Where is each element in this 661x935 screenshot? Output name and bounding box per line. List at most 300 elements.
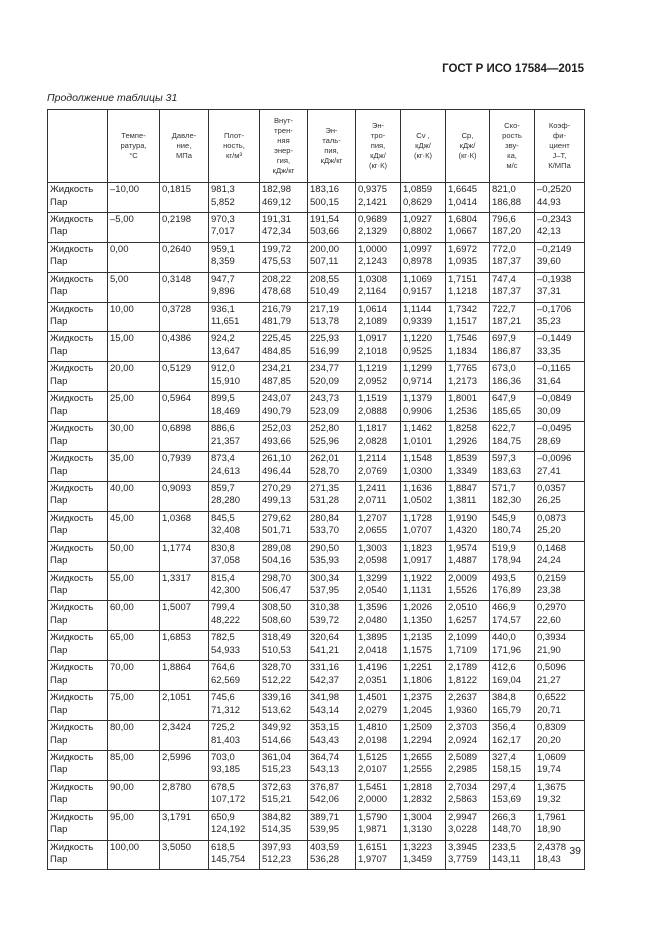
vapor-label: Пар bbox=[50, 525, 68, 537]
vapor-value: 176,89 bbox=[492, 585, 522, 597]
cell-cv bbox=[401, 392, 446, 422]
cell-h bbox=[308, 601, 356, 631]
cell-p bbox=[160, 721, 209, 751]
cell-u bbox=[260, 452, 308, 482]
cell-p bbox=[160, 302, 209, 332]
cell-u bbox=[260, 392, 308, 422]
vapor-value: 510,49 bbox=[310, 286, 340, 298]
vapor-value: 171,96 bbox=[492, 644, 522, 656]
liquid-value: 697,9 bbox=[492, 333, 516, 345]
vapor-value: 1,0414 bbox=[448, 196, 478, 208]
liquid-value: 298,70 bbox=[262, 572, 292, 584]
value: 0,2640 bbox=[162, 243, 192, 255]
cell-rho bbox=[209, 601, 260, 631]
phase-cell bbox=[48, 511, 108, 541]
vapor-value: 5,852 bbox=[211, 196, 235, 208]
cell-u bbox=[260, 183, 308, 213]
vapor-label: Пар bbox=[50, 495, 68, 507]
value: 0,5964 bbox=[162, 393, 192, 405]
cell-h bbox=[308, 272, 356, 302]
liquid-value: 845,5 bbox=[211, 512, 235, 524]
vapor-value: 543,43 bbox=[310, 734, 340, 746]
vapor-label: Пар bbox=[50, 435, 68, 447]
cell-h bbox=[308, 691, 356, 721]
vapor-value: 0,9339 bbox=[403, 316, 433, 328]
vapor-value: 469,12 bbox=[262, 196, 292, 208]
value: 0,3728 bbox=[162, 303, 192, 315]
liquid-value: 3,3945 bbox=[448, 841, 478, 853]
vapor-value: 186,36 bbox=[492, 375, 522, 387]
vapor-label: Пар bbox=[50, 375, 68, 387]
cell-jt bbox=[535, 362, 585, 392]
liquid-value: 1,0609 bbox=[537, 751, 567, 763]
vapor-value: 26,25 bbox=[537, 495, 561, 507]
liquid-value: 1,9190 bbox=[448, 512, 478, 524]
table-row bbox=[48, 422, 585, 452]
cell-s bbox=[356, 242, 401, 272]
header-line: ка, bbox=[507, 151, 517, 160]
liquid-label: Жидкость bbox=[50, 213, 94, 225]
cell-rho bbox=[209, 272, 260, 302]
cell-s bbox=[356, 332, 401, 362]
cell-cv bbox=[401, 691, 446, 721]
value: 70,00 bbox=[110, 662, 134, 674]
liquid-value: 341,98 bbox=[310, 692, 340, 704]
liquid-value: 270,29 bbox=[262, 482, 292, 494]
vapor-value: 21,27 bbox=[537, 674, 561, 686]
cell-rho bbox=[209, 810, 260, 840]
cell-cp bbox=[446, 302, 490, 332]
vapor-value: 1,1218 bbox=[448, 286, 478, 298]
vapor-value: 0,8802 bbox=[403, 226, 433, 238]
liquid-value: 947,7 bbox=[211, 273, 235, 285]
liquid-value: 2,1099 bbox=[448, 632, 478, 644]
cell-h bbox=[308, 183, 356, 213]
cell-cv bbox=[401, 422, 446, 452]
vapor-value: 512,22 bbox=[262, 674, 292, 686]
cell-p bbox=[160, 332, 209, 362]
phase-cell bbox=[48, 810, 108, 840]
cell-cp bbox=[446, 631, 490, 661]
header-line: Коэф- bbox=[548, 121, 571, 130]
cell-rho bbox=[209, 631, 260, 661]
vapor-value: 148,70 bbox=[492, 824, 522, 836]
liquid-value: 353,15 bbox=[310, 722, 340, 734]
vapor-value: 0,8629 bbox=[403, 196, 433, 208]
vapor-value: 165,79 bbox=[492, 704, 522, 716]
liquid-value: 384,8 bbox=[492, 692, 516, 704]
liquid-value: 225,93 bbox=[310, 333, 340, 345]
liquid-value: 243,73 bbox=[310, 393, 340, 405]
cell-u bbox=[260, 571, 308, 601]
liquid-value: 1,3003 bbox=[358, 542, 388, 554]
cell-cp bbox=[446, 452, 490, 482]
vapor-value: 543,13 bbox=[310, 764, 340, 776]
vapor-label: Пар bbox=[50, 465, 68, 477]
col-internal-energy-header bbox=[260, 110, 308, 183]
phase-cell bbox=[48, 571, 108, 601]
liquid-label: Жидкость bbox=[50, 512, 94, 524]
vapor-value: 542,37 bbox=[310, 674, 340, 686]
cell-jt bbox=[535, 810, 585, 840]
header-line: кДж/кг bbox=[272, 166, 295, 175]
vapor-value: 93,185 bbox=[211, 764, 241, 776]
liquid-value: 1,1817 bbox=[358, 423, 388, 435]
value: 100,00 bbox=[110, 841, 140, 853]
liquid-value: 1,2026 bbox=[403, 602, 433, 614]
liquid-value: 271,35 bbox=[310, 482, 340, 494]
liquid-value: 2,5089 bbox=[448, 751, 478, 763]
cell-p bbox=[160, 183, 209, 213]
vapor-value: 44,93 bbox=[537, 196, 561, 208]
vapor-label: Пар bbox=[50, 345, 68, 357]
liquid-value: 959,1 bbox=[211, 243, 235, 255]
vapor-value: 3,7759 bbox=[448, 854, 478, 866]
vapor-value: 15,910 bbox=[211, 375, 241, 387]
vapor-value: 153,69 bbox=[492, 794, 522, 806]
vapor-value: 2,5863 bbox=[448, 794, 478, 806]
header-line: J–T, bbox=[552, 151, 567, 160]
cell-rho bbox=[209, 541, 260, 571]
vapor-value: 2,0828 bbox=[358, 435, 388, 447]
vapor-label: Пар bbox=[50, 674, 68, 686]
liquid-value: 1,1823 bbox=[403, 542, 433, 554]
liquid-label: Жидкость bbox=[50, 632, 94, 644]
liquid-value: 0,3934 bbox=[537, 632, 567, 644]
vapor-value: 0,8978 bbox=[403, 256, 433, 268]
cell-h bbox=[308, 840, 356, 870]
cell-h bbox=[308, 750, 356, 780]
vapor-value: 2,0351 bbox=[358, 674, 388, 686]
table-row bbox=[48, 571, 585, 601]
vapor-value: 35,23 bbox=[537, 316, 561, 328]
header-line: К/МПа bbox=[548, 161, 571, 170]
table-row bbox=[48, 272, 585, 302]
liquid-value: 815,4 bbox=[211, 572, 235, 584]
liquid-value: 0,2159 bbox=[537, 572, 567, 584]
liquid-value: 1,1220 bbox=[403, 333, 433, 345]
vapor-value: 54,933 bbox=[211, 644, 241, 656]
value: 55,00 bbox=[110, 572, 134, 584]
value: 15,00 bbox=[110, 333, 134, 345]
vapor-value: 541,21 bbox=[310, 644, 340, 656]
vapor-value: 525,96 bbox=[310, 435, 340, 447]
phase-cell bbox=[48, 541, 108, 571]
cell-cv bbox=[401, 183, 446, 213]
table-row bbox=[48, 212, 585, 242]
vapor-label: Пар bbox=[50, 614, 68, 626]
liquid-value: 1,2411 bbox=[358, 482, 387, 494]
header-line: фи- bbox=[552, 131, 567, 140]
liquid-label: Жидкость bbox=[50, 811, 94, 823]
cell-rho bbox=[209, 452, 260, 482]
liquid-value: 1,2114 bbox=[358, 453, 387, 465]
cell-rho bbox=[209, 392, 260, 422]
liquid-value: 1,1728 bbox=[403, 512, 433, 524]
cell-p bbox=[160, 452, 209, 482]
cell-rho bbox=[209, 212, 260, 242]
value: 30,00 bbox=[110, 423, 134, 435]
cell-rho bbox=[209, 750, 260, 780]
col-density-header bbox=[209, 110, 260, 183]
cell-u bbox=[260, 780, 308, 810]
liquid-value: 0,0873 bbox=[537, 512, 567, 524]
cell-h bbox=[308, 541, 356, 571]
cell-t bbox=[108, 422, 160, 452]
liquid-label: Жидкость bbox=[50, 363, 94, 375]
cell-h bbox=[308, 332, 356, 362]
cell-jt bbox=[535, 661, 585, 691]
liquid-value: 331,16 bbox=[310, 662, 340, 674]
vapor-value: 169,04 bbox=[492, 674, 522, 686]
liquid-label: Жидкость bbox=[50, 692, 94, 704]
liquid-value: 327,4 bbox=[492, 751, 516, 763]
vapor-value: 1,2294 bbox=[403, 734, 433, 746]
vapor-value: 513,62 bbox=[262, 704, 292, 716]
vapor-value: 487,85 bbox=[262, 375, 292, 387]
liquid-value: –0,1706 bbox=[537, 303, 572, 315]
table-row bbox=[48, 661, 585, 691]
cell-jt bbox=[535, 332, 585, 362]
phase-cell bbox=[48, 183, 108, 213]
header-line: гия, bbox=[276, 156, 291, 165]
cell-h bbox=[308, 362, 356, 392]
liquid-value: 1,7961 bbox=[537, 811, 567, 823]
cell-h bbox=[308, 810, 356, 840]
liquid-value: 252,03 bbox=[262, 423, 292, 435]
liquid-value: –0,0495 bbox=[537, 423, 572, 435]
cell-cv bbox=[401, 302, 446, 332]
liquid-value: 1,3223 bbox=[403, 841, 433, 853]
cell-w bbox=[490, 541, 535, 571]
value: 45,00 bbox=[110, 512, 134, 524]
cell-h bbox=[308, 571, 356, 601]
liquid-value: 1,3895 bbox=[358, 632, 388, 644]
vapor-value: 7,017 bbox=[211, 226, 235, 238]
liquid-label: Жидкость bbox=[50, 841, 94, 853]
liquid-value: 200,00 bbox=[310, 243, 340, 255]
cell-t bbox=[108, 272, 160, 302]
cell-jt bbox=[535, 422, 585, 452]
vapor-value: 158,15 bbox=[492, 764, 522, 776]
cell-rho bbox=[209, 571, 260, 601]
value: 0,9093 bbox=[162, 482, 192, 494]
vapor-value: 503,66 bbox=[310, 226, 340, 238]
cell-s bbox=[356, 481, 401, 511]
cell-cp bbox=[446, 541, 490, 571]
cell-h bbox=[308, 242, 356, 272]
header-line: кДж/ bbox=[415, 141, 431, 150]
value: 60,00 bbox=[110, 602, 134, 614]
col-cp-header bbox=[446, 110, 490, 183]
cell-t bbox=[108, 661, 160, 691]
liquid-value: 412,6 bbox=[492, 662, 516, 674]
vapor-value: 71,312 bbox=[211, 704, 241, 716]
phase-cell bbox=[48, 452, 108, 482]
value: 50,00 bbox=[110, 542, 134, 554]
cell-w bbox=[490, 183, 535, 213]
cell-h bbox=[308, 780, 356, 810]
cell-jt bbox=[535, 601, 585, 631]
cell-jt bbox=[535, 691, 585, 721]
vapor-label: Пар bbox=[50, 644, 68, 656]
cell-cp bbox=[446, 422, 490, 452]
cell-cp bbox=[446, 840, 490, 870]
liquid-value: 183,16 bbox=[310, 184, 340, 195]
liquid-value: 2,7034 bbox=[448, 781, 478, 793]
vapor-value: 107,172 bbox=[211, 794, 246, 806]
liquid-value: 1,3004 bbox=[403, 811, 433, 823]
cell-cp bbox=[446, 183, 490, 213]
liquid-value: 2,9947 bbox=[448, 811, 478, 823]
liquid-value: 252,80 bbox=[310, 423, 340, 435]
cell-rho bbox=[209, 183, 260, 213]
liquid-value: 1,0614 bbox=[358, 303, 388, 315]
cell-t bbox=[108, 452, 160, 482]
liquid-label: Жидкость bbox=[50, 303, 94, 315]
liquid-value: 1,1462 bbox=[403, 423, 433, 435]
vapor-value: 533,70 bbox=[310, 525, 340, 537]
vapor-value: 2,0655 bbox=[358, 525, 388, 537]
phase-cell bbox=[48, 661, 108, 691]
cell-w bbox=[490, 631, 535, 661]
liquid-value: 208,22 bbox=[262, 273, 292, 285]
liquid-label: Жидкость bbox=[50, 273, 94, 285]
vapor-value: 0,9525 bbox=[403, 345, 433, 357]
cell-cv bbox=[401, 362, 446, 392]
liquid-label: Жидкость bbox=[50, 423, 94, 435]
vapor-value: 33,35 bbox=[537, 345, 561, 357]
vapor-label: Пар bbox=[50, 734, 68, 746]
liquid-value: 830,8 bbox=[211, 542, 235, 554]
cell-t bbox=[108, 481, 160, 511]
value: 95,00 bbox=[110, 811, 134, 823]
value: 1,8864 bbox=[162, 662, 192, 674]
vapor-value: 513,78 bbox=[310, 316, 340, 328]
liquid-value: 376,87 bbox=[310, 781, 340, 793]
cell-jt bbox=[535, 183, 585, 213]
vapor-value: 9,896 bbox=[211, 286, 235, 298]
liquid-value: –0,1938 bbox=[537, 273, 572, 285]
vapor-value: 187,37 bbox=[492, 256, 522, 268]
liquid-value: 1,4501 bbox=[358, 692, 388, 704]
table-row bbox=[48, 840, 585, 870]
header-line: тро- bbox=[370, 131, 386, 140]
cell-t bbox=[108, 332, 160, 362]
cell-w bbox=[490, 661, 535, 691]
cell-t bbox=[108, 780, 160, 810]
cell-s bbox=[356, 541, 401, 571]
liquid-value: 1,8001 bbox=[448, 393, 478, 405]
col-entropy-header bbox=[356, 110, 401, 183]
liquid-value: 1,8258 bbox=[448, 423, 478, 435]
cell-rho bbox=[209, 721, 260, 751]
table-row bbox=[48, 183, 585, 213]
cell-rho bbox=[209, 661, 260, 691]
vapor-value: 478,68 bbox=[262, 286, 292, 298]
liquid-value: 466,9 bbox=[492, 602, 516, 614]
cell-jt bbox=[535, 212, 585, 242]
vapor-value: 25,20 bbox=[537, 525, 561, 537]
cell-w bbox=[490, 601, 535, 631]
table-row bbox=[48, 452, 585, 482]
liquid-value: 650,9 bbox=[211, 811, 235, 823]
vapor-value: 535,93 bbox=[310, 555, 340, 567]
vapor-value: 42,13 bbox=[537, 226, 561, 238]
header-line: (кг·К) bbox=[368, 161, 388, 170]
header-line: зву- bbox=[505, 141, 519, 150]
vapor-value: 11,651 bbox=[211, 316, 240, 328]
vapor-value: 2,2985 bbox=[448, 764, 478, 776]
cell-w bbox=[490, 392, 535, 422]
cell-w bbox=[490, 481, 535, 511]
vapor-value: 499,13 bbox=[262, 495, 292, 507]
cell-u bbox=[260, 302, 308, 332]
cell-t bbox=[108, 392, 160, 422]
liquid-value: 1,7151 bbox=[448, 273, 478, 285]
phase-cell bbox=[48, 242, 108, 272]
liquid-value: 1,8847 bbox=[448, 482, 478, 494]
cell-cv bbox=[401, 511, 446, 541]
document-header: ГОСТ Р ИСО 17584—2015 bbox=[442, 63, 584, 75]
cell-h bbox=[308, 631, 356, 661]
cell-s bbox=[356, 272, 401, 302]
vapor-value: 2,1421 bbox=[358, 196, 388, 208]
vapor-value: 2,0711 bbox=[358, 495, 387, 507]
cell-p bbox=[160, 541, 209, 571]
cell-cv bbox=[401, 212, 446, 242]
cell-jt bbox=[535, 302, 585, 332]
liquid-value: 234,77 bbox=[310, 363, 340, 375]
cell-h bbox=[308, 302, 356, 332]
liquid-value: 328,70 bbox=[262, 662, 292, 674]
liquid-value: 1,0308 bbox=[358, 273, 388, 285]
vapor-label: Пар bbox=[50, 764, 68, 776]
cell-w bbox=[490, 452, 535, 482]
cell-cv bbox=[401, 810, 446, 840]
vapor-value: 1,2832 bbox=[403, 794, 433, 806]
vapor-value: 27,41 bbox=[537, 465, 561, 477]
liquid-value: 796,6 bbox=[492, 213, 516, 225]
liquid-value: 1,0859 bbox=[403, 184, 433, 195]
cell-jt bbox=[535, 481, 585, 511]
vapor-value: 2,1329 bbox=[358, 226, 388, 238]
vapor-value: 186,88 bbox=[492, 196, 522, 208]
cell-t bbox=[108, 601, 160, 631]
cell-cv bbox=[401, 661, 446, 691]
col-enthalpy-header bbox=[308, 110, 356, 183]
header-line: таль- bbox=[322, 136, 341, 145]
vapor-value: 37,058 bbox=[211, 555, 241, 567]
vapor-value: 23,38 bbox=[537, 585, 561, 597]
vapor-label: Пар bbox=[50, 316, 68, 328]
vapor-value: 1,3130 bbox=[403, 824, 433, 836]
value: 2,5996 bbox=[162, 751, 192, 763]
cell-jt bbox=[535, 571, 585, 601]
value: 1,3317 bbox=[162, 572, 192, 584]
vapor-value: 145,754 bbox=[211, 854, 246, 866]
cell-w bbox=[490, 242, 535, 272]
cell-s bbox=[356, 631, 401, 661]
cell-p bbox=[160, 780, 209, 810]
cell-t bbox=[108, 691, 160, 721]
cell-t bbox=[108, 212, 160, 242]
liquid-value: 899,5 bbox=[211, 393, 235, 405]
liquid-label: Жидкость bbox=[50, 542, 94, 554]
cell-h bbox=[308, 481, 356, 511]
cell-cp bbox=[446, 392, 490, 422]
liquid-value: 678,5 bbox=[211, 781, 235, 793]
